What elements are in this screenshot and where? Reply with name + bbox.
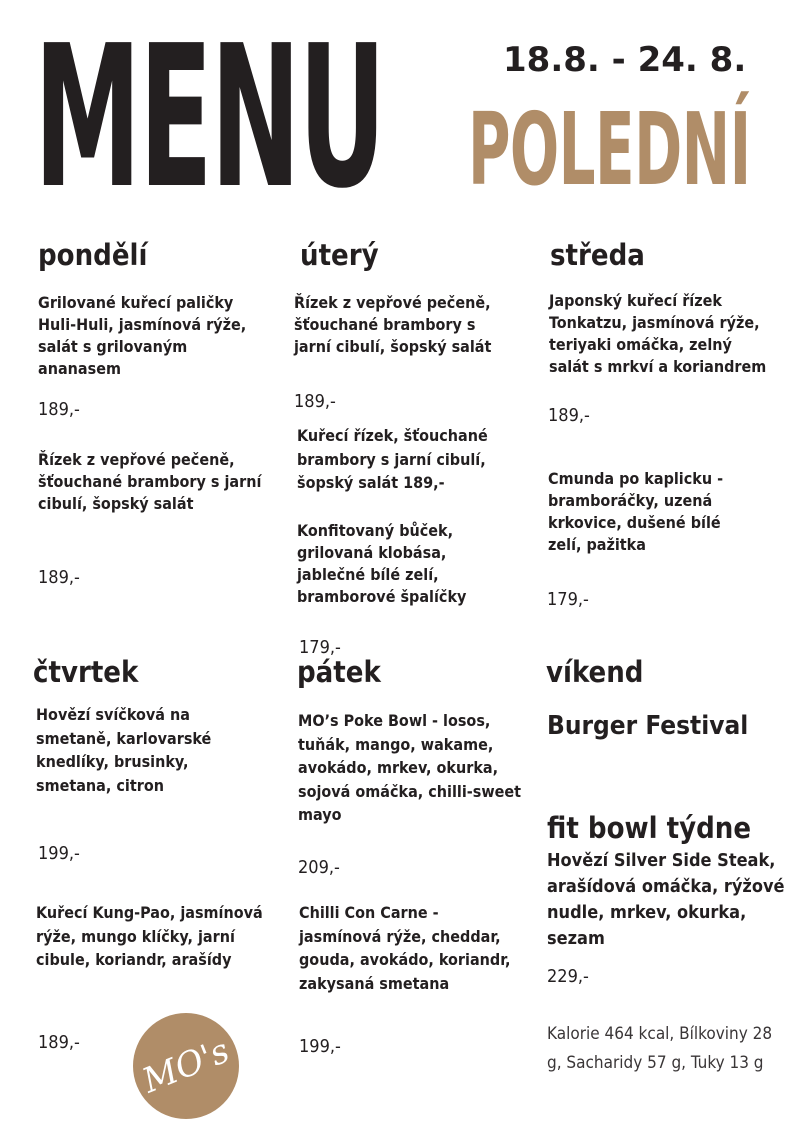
friday-dish-1: MO’s Poke Bowl - losos, tuňák, mango, wakame, avokádo, mrkev, okurka, sojová omáčka, chilli-sweet mayo [298,711,522,824]
fit-bowl-price: 229,- [547,966,589,987]
wednesday-dish-2: Cmunda po kaplicku - bramboráčky, uzená krkovice, dušené bílé zelí, pažitka [548,469,724,554]
fit-bowl-nutrition: Kalorie 464 kcal, Bílkoviny 28 g, Sacharidy 57 g, Tuky 13 g [547,1024,773,1073]
monday-price-1: 189,- [38,399,80,420]
wednesday-price-1: 189,- [548,405,590,426]
friday-dish-2: Chilli Con Carne - jasmínová rýže, cheddar, gouda, avokádo, koriandr, zakysaná smetana [299,903,511,993]
thursday-dish-1: Hovězí svíčková na smetaně, karlovarské knedlíky, brusinky, smetana, citron [36,705,212,795]
day-heading-wednesday: středa [550,238,645,272]
fit-bowl-dish: Hovězí Silver Side Steak, arašídová omáčka, rýžové nudle, mrkev, okurka, sezam [547,850,785,949]
thursday-price-2: 189,- [38,1032,80,1053]
date-range: 18.8. - 24. 8. [503,40,747,80]
friday-price-1: 209,- [298,857,340,878]
day-heading-tuesday: úterý [300,238,379,272]
menu-subtitle: POLEDNÍ [468,91,751,208]
tuesday-dish-1: Řízek z vepřové pečeně, šťouchané brambory s jarní cibulí, šopský salát [294,293,492,356]
day-heading-weekend: víkend [546,655,644,689]
friday-price-2: 199,- [299,1036,341,1057]
monday-price-2: 189,- [38,567,80,588]
day-heading-thursday: čtvrtek [33,655,139,689]
fit-bowl-title: fit bowl týdne [547,811,752,845]
mos-logo [133,1013,239,1119]
thursday-price-1: 199,- [38,843,80,864]
wednesday-dish-1: Japonský kuřecí řízek Tonkatzu, jasmínová rýže, teriyaki omáčka, zelný salát s mrkví a koriandrem [549,291,767,376]
wednesday-price-2: 179,- [547,589,589,610]
day-heading-monday: pondělí [38,238,148,272]
monday-dish-1: Grilované kuřecí paličky Huli-Huli, jasmínová rýže, salát s grilovaným ananasem [38,293,247,378]
monday-dish-2: Řízek z vepřové pečeně, šťouchané brambory s jarní cibulí, šopský salát [38,450,262,513]
day-heading-friday: pátek [297,655,381,689]
weekend-special: Burger Festival [547,711,749,741]
tuesday-dish-2: Kuřecí řízek, šťouchané brambory s jarní cibulí, šopský salát 189,- [297,426,488,492]
logo-text: MO's [137,1030,235,1102]
menu-title: MENU [34,4,384,232]
tuesday-price-3: 179,- [299,637,341,658]
tuesday-price-1: 189,- [294,391,336,412]
tuesday-dish-3: Konfitovaný bůček, grilovaná klobása, jablečné bílé zelí, bramborové špalíčky [297,521,467,606]
thursday-dish-2: Kuřecí Kung-Pao, jasmínová rýže, mungo klíčky, jarní cibule, koriandr, arašídy [36,903,263,969]
